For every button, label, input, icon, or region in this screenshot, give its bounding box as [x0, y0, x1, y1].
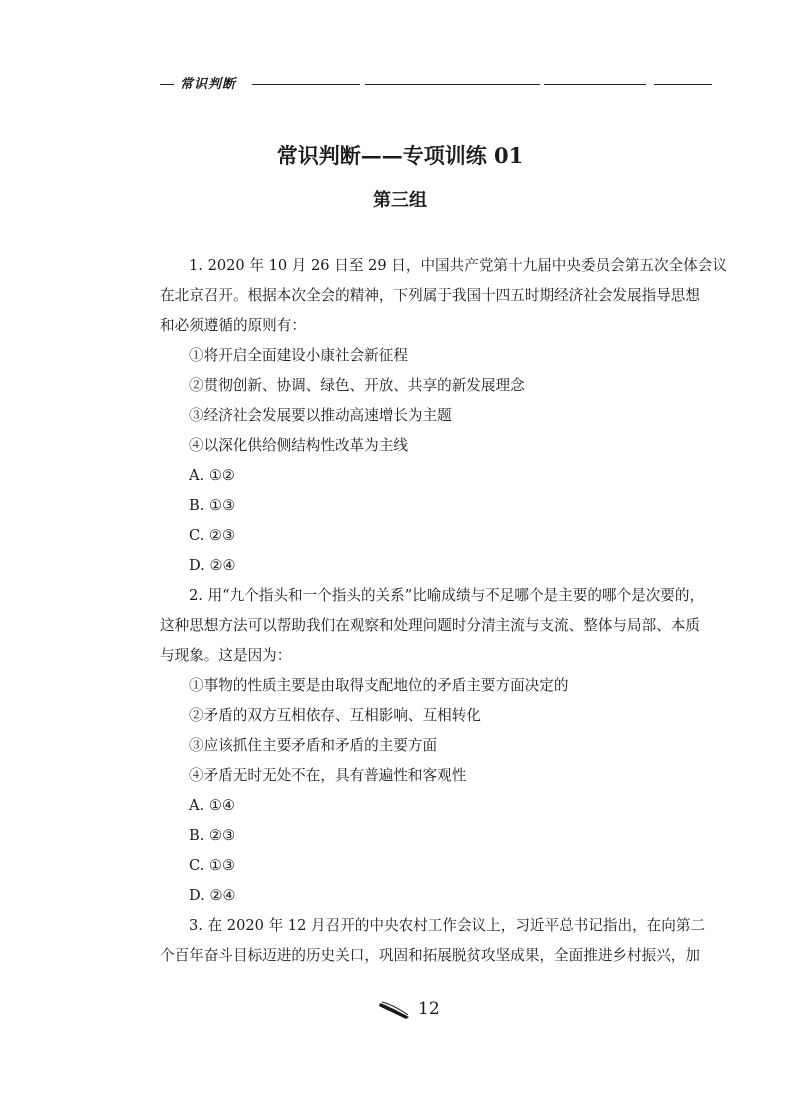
question-list	[160, 251, 727, 971]
page-title: 常识判断——专项训练 01	[276, 143, 524, 168]
header-rule	[252, 84, 712, 85]
question-3	[160, 911, 720, 971]
statement: ③经济社会发展要以推动高速增长为主题	[189, 407, 452, 424]
header-rule-break	[646, 81, 654, 87]
question-stem-line: 1. 2020 年 10 月 26 日至 29 日，中国共产党第十九届中央委员会第五次全体会议	[189, 257, 727, 274]
answer-option-a: A. ①④	[189, 797, 235, 814]
question-2	[160, 581, 720, 911]
question-stem-line: 和必须遵循的原则有：	[160, 317, 306, 334]
running-header	[160, 72, 712, 96]
statement: ①将开启全面建设小康社会新征程	[189, 347, 408, 364]
question-stem-line: 这种思想方法可以帮助我们在观察和处理问题时分清主流与支流、整体与局部、本质	[160, 617, 700, 634]
answer-option-c: C. ②③	[189, 527, 236, 544]
page-number: 12	[418, 999, 440, 1019]
quill-pen-icon	[378, 1000, 412, 1020]
running-title: 常识判断	[180, 77, 237, 92]
header-rule-break	[360, 81, 365, 87]
question-stem-line: 3. 在 2020 年 12 月召开的中央农村工作会议上，习近平总书记指出，在向第二	[189, 917, 706, 934]
answer-option-d: D. ②④	[189, 557, 236, 574]
header-lead-rule	[160, 84, 174, 85]
group-heading: 第三组	[373, 190, 427, 211]
answer-option-a: A. ①②	[189, 467, 235, 484]
question-stem-line: 与现象。这是因为：	[160, 647, 292, 664]
statement: ④以深化供给侧结构性改革为主线	[189, 437, 408, 454]
header-rule-break	[540, 81, 544, 87]
answer-option-c: C. ①③	[189, 857, 236, 874]
statement: ④矛盾无时无处不在，具有普遍性和客观性	[189, 767, 467, 784]
statement: ②矛盾的双方互相依存、互相影响、互相转化	[189, 707, 481, 724]
answer-option-b: B. ①③	[189, 497, 236, 514]
statement: ①事物的性质主要是由取得支配地位的矛盾主要方面决定的	[189, 677, 569, 694]
question-stem-line: 2. 用“九个指头和一个指头的关系”比喻成绩与不足哪个是主要的哪个是次要的，	[189, 587, 705, 604]
question-stem-line: 在北京召开。根据本次全会的精神，下列属于我国十四五时期经济社会发展指导思想	[160, 287, 700, 304]
answer-option-d: D. ②④	[189, 887, 236, 904]
answer-option-b: B. ②③	[189, 827, 236, 844]
question-stem-line: 个百年奋斗目标迈进的历史关口，巩固和拓展脱贫攻坚成果，全面推进乡村振兴，加	[160, 947, 700, 964]
statement: ③应该抓住主要矛盾和矛盾的主要方面	[189, 737, 438, 754]
statement: ②贯彻创新、协调、绿色、开放、共享的新发展理念	[189, 377, 525, 394]
question-1	[160, 251, 727, 581]
